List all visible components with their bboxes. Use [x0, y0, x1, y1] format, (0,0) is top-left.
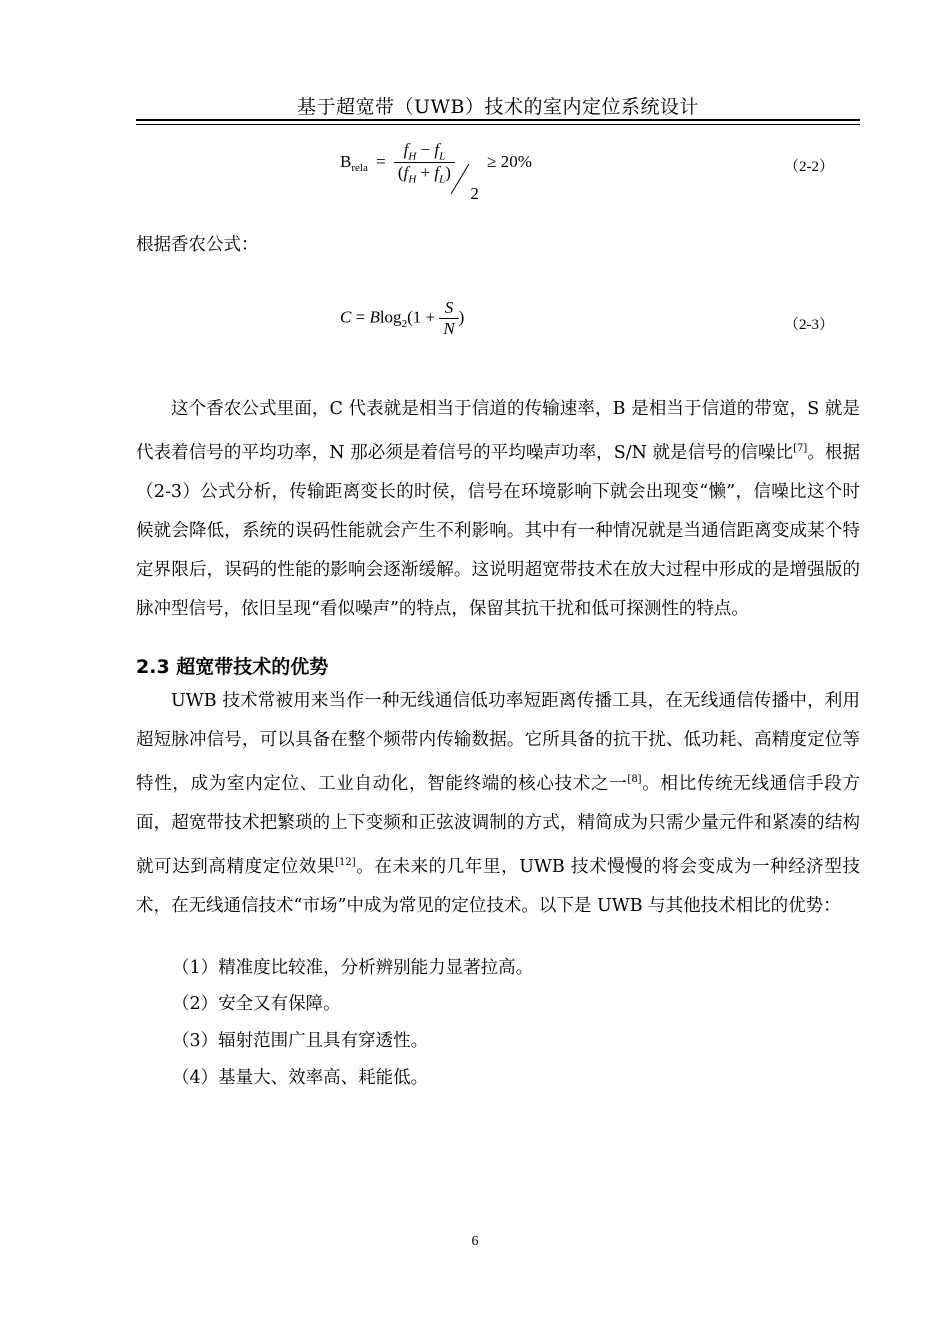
fraction-numerator: $f_H - f_L$	[394, 140, 455, 163]
list-item: （1）精准度比较准，分析辨别能力显著拉高。	[172, 958, 534, 978]
running-header: 基于超宽带（UWB）技术的室内定位系统设计	[296, 96, 699, 118]
header-rule-thin	[136, 124, 860, 125]
fraction-denominator: $(f_H + f_L)$ 2	[397, 163, 479, 203]
slash-divider	[449, 162, 471, 196]
equation-2-2-fraction	[394, 140, 479, 203]
paragraph-uwb-advantages: UWB 技术常被用来当作一种无线通信低功率短距离传播工具，在无线通信传播中，利用超短脉冲信号，可以具备在整个频带内传输数据。它所具备的抗干扰、低功耗、高精度定位等特性，成为室内定位、工业自动化，智能终端的核心技术之一[8]。相比传统无线通信手段方面，超宽带技术把繁琐的上下变频和正弦波调制的方式，精简成为只需少量元件和紧凑的结构就可达到高精度定位效果[12]。在未来的几年里，UWB 技术慢慢的将会变成为一种经济型技术，在无线通信技术“市场”中成为常见的定位技术。以下是 UWB 与其他技术相比的优势：	[136, 691, 861, 916]
paragraph-shannon-explanation: 这个香农公式里面，C 代表就是相当于信道的传输速率，B 是相当于信道的带宽，S 就是代表着信号的平均功率，N 那必须是着信号的平均噪声功率，S/N 就是信号的信噪比[7]。根据（2-3）公式分析，传输距离变长的时侯，信号在环境影响下就会出现变“懒”，信噪比这个时候就会降低，系统的误码性能就会产生不利影响。其中有一种情况就是当通信距离变成某个特定界限后，误码的性能的影响会逐渐缓解。这说明超宽带技术在放大过程中形成的是增强版的脉冲型信号，依旧呈现“看似噪声”的特点，保留其抗干扰和低可探测性的特点。	[136, 399, 861, 619]
fraction-numerator: S	[439, 298, 458, 319]
equation-2-2-rhs: ≥ 20%	[487, 151, 532, 171]
shannon-intro: 根据香农公式：	[136, 235, 259, 255]
list-item: （2）安全又有保障。	[172, 994, 341, 1014]
header-rule-thick	[136, 119, 860, 121]
list-item: （4）基量大、效率高、耗能低。	[172, 1068, 429, 1088]
citation-12: [12]	[335, 856, 356, 868]
section-heading-2-3: 2.3 超宽带技术的优势	[136, 656, 329, 678]
equation-2-3-number: （2-3）	[784, 317, 834, 333]
list-item: （3）辐射范围广且具有穿透性。	[172, 1031, 429, 1051]
citation-7: [7]	[793, 443, 808, 454]
fraction-denominator: N	[443, 319, 455, 338]
equation-2-3-fraction	[439, 298, 458, 339]
equation-2-2-number: （2-2）	[784, 159, 834, 175]
citation-8: [8]	[627, 774, 642, 785]
equation-2-2: $B_{rela}$ = $f_H - f_L$ $(f_H + f_L)$ 2 ≥ 20%	[340, 140, 532, 203]
equation-2-3: C = Blog$_2$(1 + $\frac{S}{N}$ )	[340, 298, 465, 338]
denominator-two: 2	[470, 184, 479, 203]
page-number: 6	[471, 1234, 479, 1249]
